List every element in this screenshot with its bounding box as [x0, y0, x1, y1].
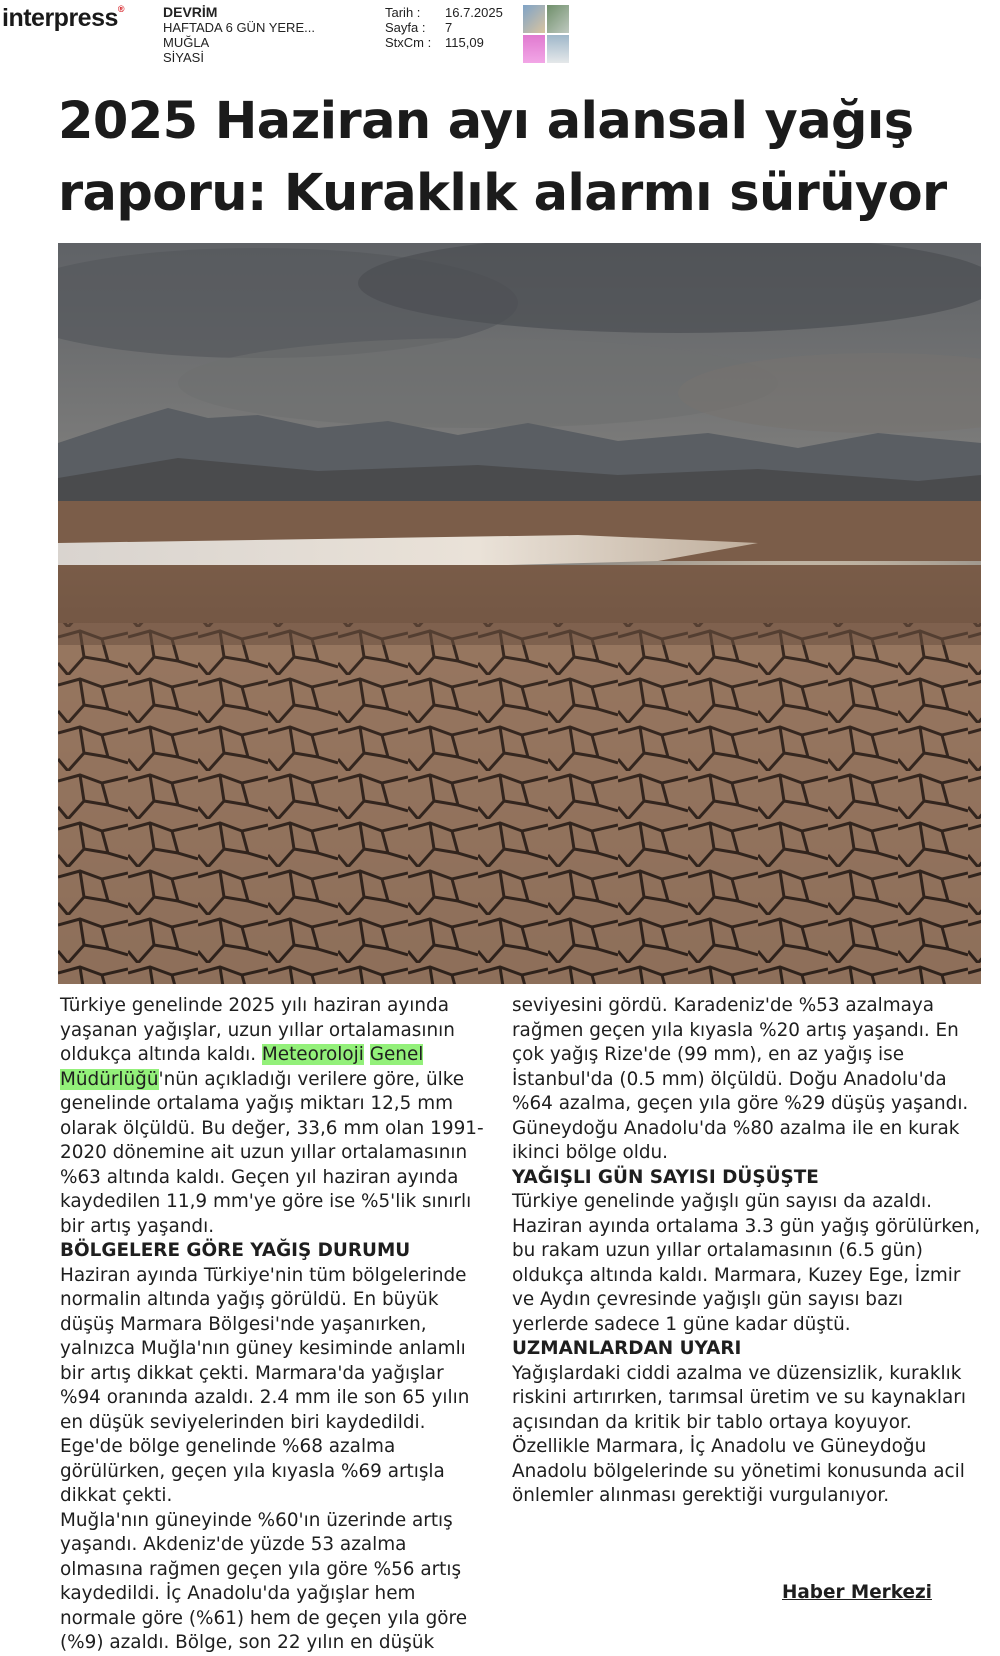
meta-label: StxCm : — [385, 35, 432, 50]
article-author: Haber Merkezi — [782, 1582, 932, 1603]
text-run: 'nün açıkladığı verilere göre, ülke genelinde ortalama yağış miktarı 12,5 mm olarak ölçüldü. Bu değer, 33,6 mm olan 1991-2020 dönemine ait uzun yıllar ortalamasının %63 altında kaldı. Geçen yıl haziran ayında kaydedilen 11,9 mm'ye göre ise %5'lik sınırlı bir artış yaşandı. — [60, 1068, 484, 1237]
paragraph-expert-warning: Yağışlardaki ciddi azalma ve düzensizlik, kuraklık riskini artırırken, tarımsal üretim ve su kaynakları açısından da kritik bir tablo ortaya koyuyor. Özellikle Marmara, İç Anadolu ve Güneydoğu Anadolu bölgelerinde su yönetimi konusunda acil önlemler alınması gerektiği vurgulanıyor. — [512, 1362, 966, 1506]
article-headline: 2025 Haziran ayı alansal yağış raporu: Kuraklık alarmı sürüyor — [58, 92, 947, 223]
registered-mark: ® — [117, 4, 125, 14]
article-column-left — [60, 994, 490, 1656]
meta-label: Sayfa : — [385, 20, 426, 35]
publication-name: DEVRİM — [163, 4, 218, 20]
meta-value: 115,09 — [445, 35, 484, 50]
highlight-genel: Genel — [369, 1044, 424, 1065]
meta-row-page — [385, 20, 503, 35]
paragraph-regions: Haziran ayında Türkiye'nin tüm bölgelerinde normalin altında yağış görüldü. En büyük düşüş Marmara Bölgesi'nde yaşanırken, yalnızca Muğla'nın güney kesiminde anlamlı bir artış dikkat çekti. Marmara'da yağışlar %94 oranında azaldı. 2.4 mm ile son 65 yılın en düşük seviyelerinden biri kaydedildi. Ege'de bölge genelinde %68 azalma görülürken, geçen yıla kıyasla %69 artışla dikkat çekti. — [60, 1264, 470, 1506]
highlight-mudurlugu: Müdürlüğü — [60, 1068, 159, 1090]
subheading-expert-warning: UZMANLARDAN UYARI — [512, 1338, 742, 1359]
article-column-right — [512, 994, 982, 1509]
page-thumbnail — [523, 35, 545, 63]
paragraph-intro — [60, 994, 490, 1239]
page-thumbnail — [547, 35, 569, 63]
page-thumbnails — [523, 5, 569, 63]
publication-info — [163, 5, 315, 65]
meta-label: Tarih : — [385, 5, 421, 20]
paragraph-rainy-days: Türkiye genelinde yağışlı gün sayısı da azaldı. Haziran ayında ortalama 3.3 gün yağış görülürken, bu rakam uzun yıllar ortalamasının (6.5 gün) oldukça altında kaldı. Marmara, Kuzey Ege, İzmir ve Aydın çevresinde yağışlı gün sayısı bazı yerlerde sadece 1 güne kadar düştü. — [512, 1191, 981, 1335]
interpress-logo: interpress® — [2, 4, 125, 32]
meta-value: 7 — [445, 20, 453, 35]
meta-row-date — [385, 5, 503, 20]
page-thumbnail — [523, 5, 545, 33]
paragraph-regions-overflow — [512, 994, 982, 1166]
subheading-rainy-days: YAĞIŞLI GÜN SAYISI DÜŞÜŞTE — [512, 1166, 819, 1188]
text-run: Türkiye genelinde 2025 yılı haziran ayında yaşanan yağışlar, uzun yıllar ortalamasının oldukça altında kaldı. — [60, 995, 455, 1065]
publication-frequency: HAFTADA 6 GÜN YERE... — [163, 20, 315, 35]
subheading-regions: BÖLGELERE GÖRE YAĞIŞ DURUMU — [60, 1240, 411, 1261]
drought-landscape-photo — [58, 243, 981, 984]
paragraph-regions-cont: Muğla'nın güneyinde %60'ın üzerinde artış yaşandı. Akdeniz'de yüzde 53 azalma olmasına rağmen geçen yıla göre %56 artış kaydedildi. İç Anadolu'da yağışlar hem normale göre (%61) hem de geçen yıla göre (%9) azaldı. Bölge, son 22 yılın en düşük — [60, 1509, 468, 1653]
clipping-meta — [385, 5, 503, 50]
publication-category: SİYASİ — [163, 50, 204, 65]
page-thumbnail — [547, 5, 569, 33]
meta-value: 16.7.2025 — [445, 5, 503, 20]
overflow-clone: seviyesini gördü. Karadeniz'de %53 azalmaya rağmen geçen yıla kıyasla %20 artış yaşandı. En çok yağış Rize'de (99 mm), en az yağış ise İstanbul'da (0.5 mm) ölçüldü. Doğu Anadolu'da %64 azalma, geçen yıla göre %29 düşüş yaşandı. Güneydoğu Anadolu'da %80 azalma ile en kurak ikinci bölge oldu. — [512, 995, 969, 1163]
meta-row-stxcm — [385, 35, 503, 50]
publication-region: MUĞLA — [163, 35, 210, 50]
highlight-meteoroloji: Meteoroloji — [261, 1044, 364, 1065]
